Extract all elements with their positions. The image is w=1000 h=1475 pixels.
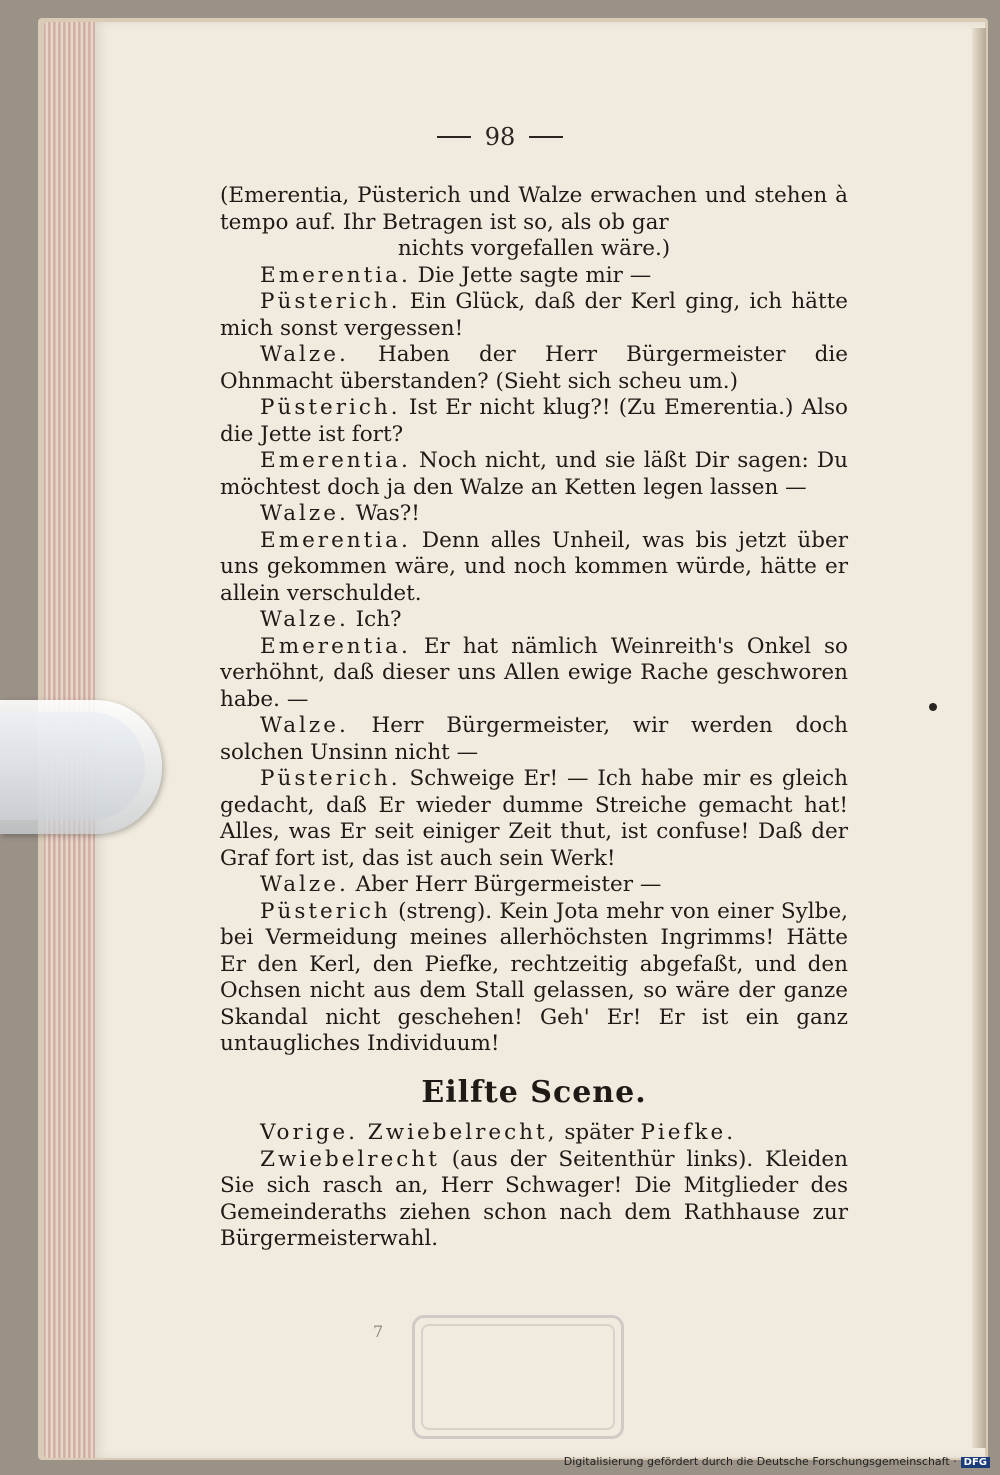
speech-text: Noch nicht, und sie läßt Dir sagen: Du möchtest doch ja den Walze an Ketten legen lassen — [220, 448, 848, 500]
library-stamp-inner [421, 1324, 615, 1430]
page-clip-highlight [0, 712, 145, 820]
cast-names: Vorige. Zwiebelrecht, [260, 1120, 558, 1145]
speech-text: Haben der Herr Bürgermeister die Ohnmacht überstanden? (Sieht sich scheu um.) [220, 342, 848, 394]
speaker: Zwiebelrecht [260, 1146, 440, 1172]
speech-walze [220, 872, 848, 899]
stage-direction: (Emerentia, Püsterich und Walze erwachen und stehen à tempo auf. Ihr Betragen ist so, als ob gar [220, 183, 848, 235]
speech-walze [220, 713, 848, 766]
scene-cast [220, 1120, 848, 1147]
speech-puesterich [220, 766, 848, 872]
speaker: Püsterich. [260, 289, 401, 314]
speech-zwiebelrecht [220, 1147, 848, 1253]
page-number: 98 [484, 123, 516, 151]
speech-text: (aus der Seitenthür links). Kleiden Sie sich rasch an, Herr Schwager! Die Mitglieder des Gemeinderaths ziehen schon nach dem Rathhause zur Bürgermeisterwahl. [220, 1146, 849, 1251]
speaker: Püsterich. [260, 766, 401, 791]
speech-walze [220, 342, 848, 395]
speech-text: Herr Bürgermeister, wir werden doch solchen Unsinn nicht — [220, 713, 848, 765]
page-header [0, 123, 1000, 151]
speech-walze [220, 501, 848, 528]
page-text [220, 183, 848, 1253]
speech-emerentia [220, 448, 848, 501]
cast-name-piefke: Piefke. [640, 1120, 737, 1145]
speech-text: (streng). Kein Jota mehr von einer Sylbe, bei Vermeidung meines allerhöchsten Ingrimms! Hätte Er den Kerl, den Piefke, rechtzeitig abgefaßt, und den Ochsen nicht aus dem Stall gelassen, so wäre der ganze Skandal nicht geschehen! Geh' Er! Er ist ein ganz untaugliches Individuum! [220, 898, 848, 1056]
speech-text: Denn alles Unheil, was bis jetzt über uns gekommen wäre, und noch kommen würde, hätte er allein verschuldet. [220, 527, 848, 606]
speech-emerentia [220, 528, 848, 608]
speech-text: Ist Er nicht klug?! (Zu Emerentia.) Also die Jette ist fort? [220, 395, 848, 447]
page-curve [972, 28, 986, 1448]
speaker: Walze. [260, 872, 349, 897]
stage-direction-end: nichts vorgefallen wäre.) [397, 236, 671, 261]
speaker: Walze. [260, 501, 349, 526]
scene-title: Eilfte Scene. [421, 1074, 647, 1110]
speech-puesterich [220, 289, 848, 342]
footer-credit [564, 1455, 990, 1468]
speech-emerentia [220, 634, 848, 714]
speaker: Walze. [260, 342, 349, 367]
speech-text: Aber Herr Bürgermeister — [355, 872, 662, 897]
ink-dot [929, 703, 937, 711]
speaker: Emerentia. [260, 633, 411, 659]
speaker: Püsterich [260, 898, 391, 924]
speaker: Emerentia. [260, 527, 411, 553]
speaker: Walze. [260, 713, 349, 738]
speech-text: Ich? [355, 607, 402, 632]
footer-text: Digitalisierung gefördert durch die Deutsche Forschungsgemeinschaft · [563, 1455, 957, 1468]
speech-text: Die Jette sagte mir — [417, 262, 652, 288]
speaker: Emerentia. [260, 448, 411, 473]
speech-walze [220, 607, 848, 634]
speech-text: Was?! [355, 501, 420, 526]
speech-puesterich [220, 899, 848, 1058]
speaker: Emerentia. [260, 262, 411, 288]
speech-text: Schweige Er! — Ich habe mir es gleich gedacht, daß Er wieder dumme Streiche gemacht hat! Alles, was Er seit einiger Zeit thut, ist confuse! Daß der Graf fort ist, das ist auch sein Werk! [220, 766, 848, 871]
margin-mark: 7 [373, 1322, 384, 1341]
speaker: Walze. [260, 607, 349, 632]
speech-puesterich [220, 395, 848, 448]
speech-text: Ein Glück, daß der Kerl ging, ich hätte mich sonst vergessen! [220, 289, 848, 341]
cast-later: später [564, 1120, 634, 1145]
speech-text: Er hat nämlich Weinreith's Onkel so verhöhnt, daß dieser uns Allen ewige Rache geschworen habe. — [220, 633, 848, 712]
library-stamp [412, 1315, 624, 1439]
speech-emerentia [220, 263, 848, 290]
ornament-left [437, 136, 471, 138]
speaker: Püsterich. [260, 395, 401, 420]
ornament-right [529, 136, 563, 138]
dfg-logo: DFG [961, 1457, 990, 1468]
